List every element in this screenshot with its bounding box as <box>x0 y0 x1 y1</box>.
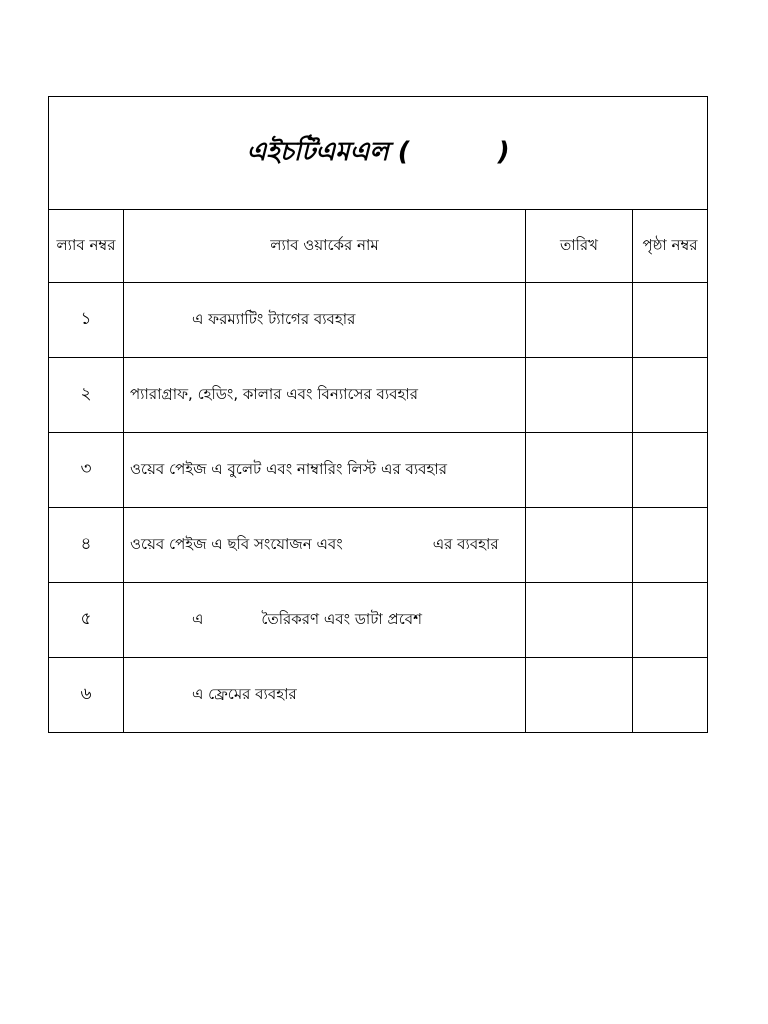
lab-name-cell <box>124 658 526 733</box>
lab-name-cell <box>124 433 526 508</box>
lab-name-text: এ ফ্রেমের ব্যবহার <box>192 684 297 703</box>
lab-name-text: ওয়েব পেইজ এ বুলেট এবং নাম্বারিং লিস্ট এর ব্যবহার <box>130 459 447 478</box>
lab-number-cell: ৪ <box>49 508 124 583</box>
header-date: তারিখ <box>526 210 633 283</box>
document-title <box>49 97 708 210</box>
table-row <box>49 433 708 508</box>
lab-number-cell: ৫ <box>49 583 124 658</box>
lab-name-text: প্যারাগ্রাফ, হেডিং, কালার এবং বিন্যাসের ব্যবহার <box>130 384 419 403</box>
lab-name-text: ওয়েব পেইজ এ ছবি সংযোজন এবং <box>130 534 343 553</box>
date-cell <box>526 358 633 433</box>
header-row <box>49 210 708 283</box>
lab-number-cell: ২ <box>49 358 124 433</box>
page-cell <box>633 658 708 733</box>
lab-name-text: এ <box>192 609 204 628</box>
date-cell <box>526 583 633 658</box>
table-row <box>49 358 708 433</box>
title-text: এইচটিএমএল ( <box>246 137 410 167</box>
table-row <box>49 658 708 733</box>
lab-number-cell: ৬ <box>49 658 124 733</box>
lab-index-table <box>48 96 708 733</box>
lab-number-cell: ১ <box>49 283 124 358</box>
date-cell <box>526 433 633 508</box>
table-row <box>49 508 708 583</box>
lab-number-cell: ৩ <box>49 433 124 508</box>
header-lab-number: ল্যাব নম্বর <box>49 210 124 283</box>
table-row <box>49 283 708 358</box>
page-cell <box>633 508 708 583</box>
page-cell <box>633 283 708 358</box>
page-cell <box>633 358 708 433</box>
page-cell <box>633 433 708 508</box>
lab-name-cell <box>124 283 526 358</box>
lab-name-cell <box>124 358 526 433</box>
title-close-paren: ) <box>497 137 510 167</box>
date-cell <box>526 508 633 583</box>
table-row <box>49 583 708 658</box>
date-cell <box>526 283 633 358</box>
lab-name-cell <box>124 508 526 583</box>
header-lab-work-name: ল্যাব ওয়ার্কের নাম <box>124 210 526 283</box>
page-cell <box>633 583 708 658</box>
lab-name-cell <box>124 583 526 658</box>
date-cell <box>526 658 633 733</box>
header-page-number: পৃষ্ঠা নম্বর <box>633 210 708 283</box>
lab-name-text-end: তৈরিকরণ এবং ডাটা প্রবেশ <box>261 609 422 628</box>
lab-name-text: এ ফরম্যাটিং ট্যাগের ব্যবহার <box>192 309 356 328</box>
title-row <box>49 97 708 210</box>
lab-name-text-end: এর ব্যবহার <box>432 534 499 553</box>
